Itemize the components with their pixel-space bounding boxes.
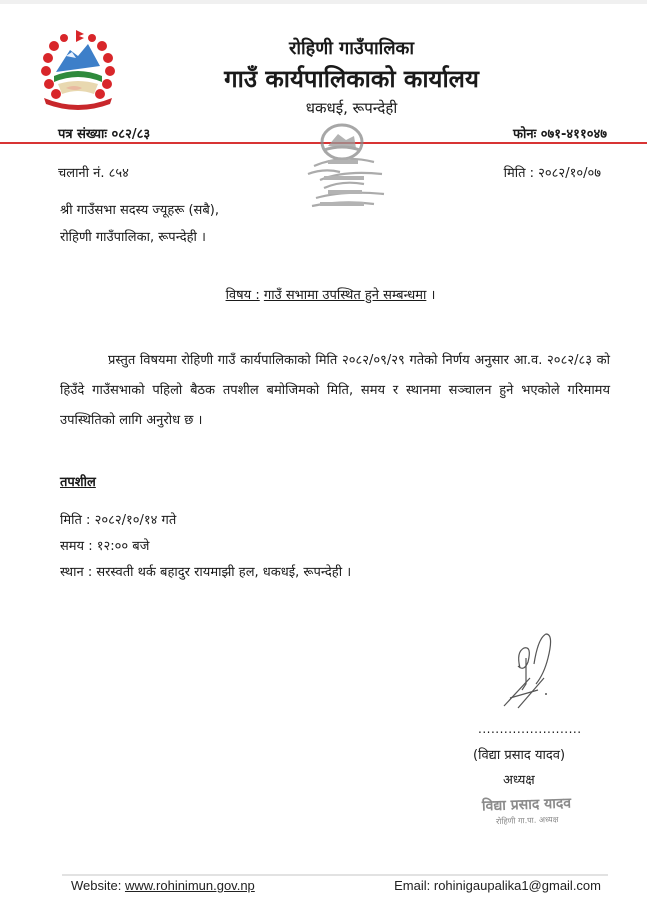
letter-body — [60, 346, 610, 436]
details-venue: स्थान : सरस्वती थर्क बहादुर रायमाझी हल, धकधई, रूपन्देही । — [60, 565, 352, 580]
date-value: २०८२/१०/०७ — [538, 166, 601, 181]
dispatch-number — [58, 163, 129, 181]
subject-line — [0, 285, 647, 303]
email-label: Email: — [394, 878, 431, 893]
name-stamp: विद्या प्रसाद यादव — [481, 795, 572, 815]
phone-number — [513, 124, 607, 142]
date-label: मिति : — [503, 166, 535, 181]
website-label: Website: — [71, 878, 122, 893]
reference-number — [58, 124, 150, 142]
letter-body-text: प्रस्तुत विषयमा रोहिणी गाउँ कार्यपालिकाको मिति २०८२/०९/२९ गतेको निर्णय अनुसार आ.व. २०८२/८३ को हिउँदे गाउँसभाको पहिलो बैठक तपशील बमोजिमको मिति, समय र स्थानमा सञ्चालन हुने भएकोले गरिमामय उपस्थितिको लागि अनुरोध छ । — [60, 353, 610, 428]
recipient-line-2: रोहिणी गाउँपालिका, रूपन्देही । — [60, 230, 206, 245]
office-location: धकधई, रूपन्देही — [305, 99, 398, 117]
details-heading: तपशील — [60, 475, 96, 490]
office-seal-stamp-icon — [294, 122, 398, 216]
subject-label: विषय : — [225, 288, 260, 303]
title-stamp: रोहिणी गा.पा. अध्यक्ष — [495, 814, 559, 827]
subject-end: । — [430, 288, 436, 303]
dispatch-value: ८५४ — [108, 166, 129, 181]
handwritten-signature-icon — [498, 628, 562, 710]
subject-text: गाउँ सभामा उपस्थित हुने सम्बन्धमा — [263, 288, 427, 303]
signer-name: (विद्या प्रसाद यादव) — [473, 748, 566, 763]
details-date: मिति : २०८२/१०/१४ गते — [60, 513, 177, 528]
details-time: समय : १२:०० बजे — [60, 539, 150, 554]
dispatch-label: चलानी नं. — [58, 166, 105, 181]
letter-date — [504, 163, 601, 181]
office-name: गाउँ कार्यपालिकाको कार्यालय — [224, 65, 479, 93]
page-top-edge — [0, 0, 647, 4]
org-name: रोहिणी गाउँपालिका — [288, 38, 415, 59]
recipient-line-1: श्री गाउँसभा सदस्य ज्यूहरू (सबै), — [60, 203, 219, 218]
reference-value: ०८२/८३ — [111, 127, 151, 142]
phone-label: फोनः — [512, 127, 537, 142]
signature-dots: ........................ — [478, 722, 582, 736]
signer-title: अध्यक्ष — [503, 773, 535, 788]
website-link[interactable]: www.rohinimun.gov.np — [124, 878, 255, 893]
footer-email — [394, 878, 601, 893]
reference-label: पत्र संख्याः — [58, 127, 108, 142]
phone-value: ०७१-४११०४७ — [540, 127, 607, 142]
footer-divider — [62, 874, 608, 876]
footer-website — [71, 878, 255, 893]
email-value: rohinigaupalika1@gmail.com — [433, 878, 601, 893]
